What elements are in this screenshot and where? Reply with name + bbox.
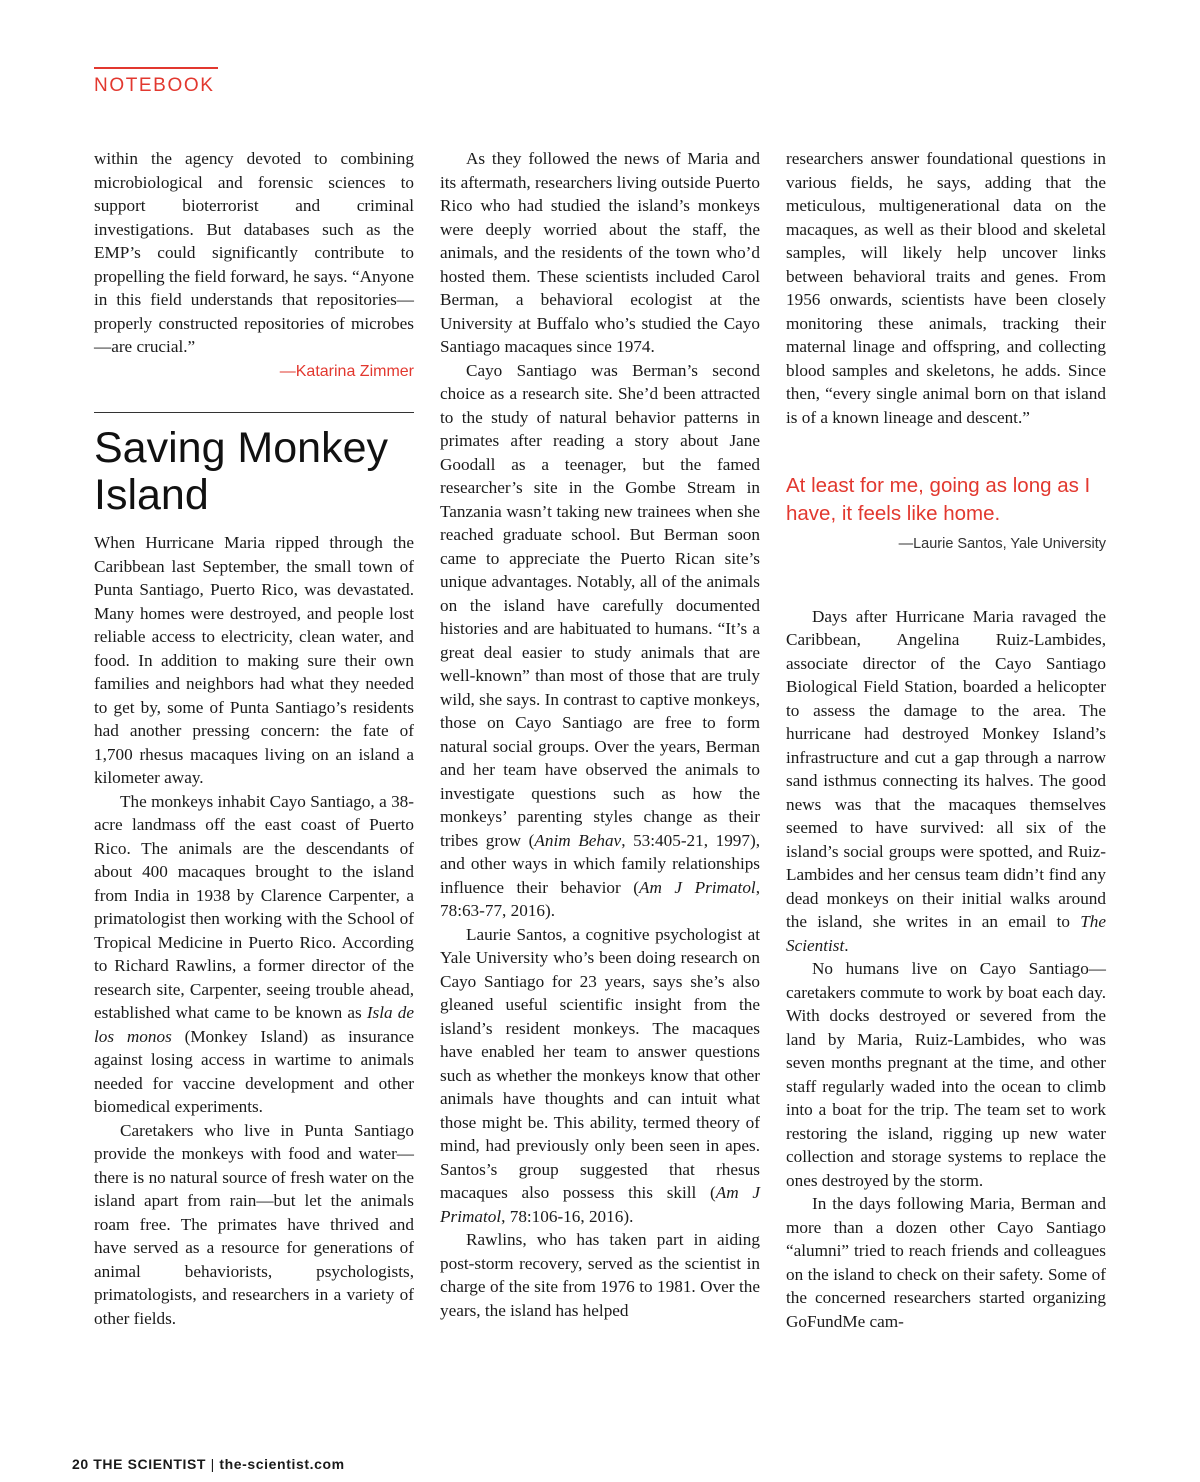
article-paragraph: Laurie Santos, a cognitive psychologist at Yale University who’s been doing research on Cayo Santiago for 23 years, says she’s also gleaned useful scientific insight from the island’s resident monkeys. The macaques have enabled her team to answer questions such as whether the monkeys know that other animals have thoughts and can intuit what those might be. This ability, termed theory of mind, had previously only been seen in apes. Santos’s group suggested that rhesus macaques also possess this skill (Am J Primatol, 78:106-16, 2016). [440, 924, 761, 1226]
journal-citation: Am J Primatol [440, 1183, 761, 1226]
journal-citation: Am J Primatol [638, 877, 756, 897]
article-paragraph: The monkeys inhabit Cayo Santiago, a 38-acre landmass off the east coast of Puerto Rico. The animals are the descendants of about 400 macaques brought to the island from India in 1938 by Clarence Carpenter, a primatologist then working with the School of Tropical Medicine in Puerto Rico. According to Richard Rawlins, a former director of the research site, Carpenter, seeing trouble ahead, established what came to be known as Isla de los monos (Monkey Island) as insurance against losing access in wartime to animals needed for vaccine development and other biomedical experiments. [94, 791, 414, 1116]
page-footer [72, 1456, 345, 1472]
italic-term: Isla de los monos [94, 1003, 414, 1046]
pull-quote: At least for me, going as long as I have, it feels like home. [786, 474, 1091, 525]
footer-separator: | [210, 1456, 215, 1472]
publication-url[interactable]: the-scientist.com [219, 1456, 345, 1472]
column-2 [440, 147, 760, 1322]
publication-name: THE SCIENTIST [93, 1456, 207, 1472]
page-number: 20 [72, 1456, 89, 1472]
article-paragraph: researchers answer foundational questions in various fields, he says, adding that the meticulous, multigenerational data on the macaques, as well as their blood and skeletal samples, will likely help uncover links between behavioral traits and genes. From 1956 onwards, scientists have been closely monitoring these animals, tracking their maternal linage and offspring, and collecting blood samples and skeletons, he adds. Since then, “every single animal born on that island is of a known lineage and descent.” [786, 149, 1106, 427]
journal-citation: Anim Behav [534, 830, 622, 850]
article-paragraph: Caretakers who live in Punta Santiago provide the monkeys with food and water—there is no natural source of fresh water on the island apart from rain—but let the animals roam free. The primates have thrived and have served as a resource for generations of animal behaviorists, psychologists, primatologists, and researchers in a variety of other fields. [94, 1120, 414, 1328]
article-paragraph: In the days following Maria, Berman and more than a dozen other Cayo Santiago “alumni” tried to reach friends and colleagues on the island to check on their safety. Some of the concerned researchers started organizing GoFundMe cam- [786, 1194, 1106, 1331]
column-1 [94, 147, 414, 1330]
article-divider [94, 412, 414, 413]
article-headline: Saving Monkey Island [94, 424, 388, 519]
prev-article-text: within the agency devoted to combining microbiological and forensic sciences to support bioterrorist and criminal investigations. But databases such as the EMP’s could significantly contribute to propelling the field forward, he says. “Anyone in this field understands that repositories—properly constructed repositories of microbes—are crucial.” [94, 149, 414, 356]
pull-quote-attribution: —Laurie Santos, Yale University [898, 536, 1106, 552]
article-paragraph: No humans live on Cayo Santiago—caretakers commute to work by boat each day. With docks destroyed or severed from the land by Maria, Ruiz-Lambides, who was seven months pregnant at the time, and other staff regularly waded into the ocean to climb into a boat for the trip. The team set to work restoring the island, rigging up new water collection and storage systems to replace the ones destroyed by the storm. [786, 959, 1106, 1190]
article-paragraph: When Hurricane Maria ripped through the Caribbean last September, the small town of Punta Santiago, Puerto Rico, was devastated. Many homes were destroyed, and people lost reliable access to electricity, clean water, and food. In addition to making sure their own families and neighbors had what they needed to get by, some of Punta Santiago’s residents had another pressing concern: the fate of 1,700 rhesus macaques living on an island a kilometer away. [94, 533, 414, 787]
article-paragraph: As they followed the news of Maria and its aftermath, researchers living outside Puerto Rico who had studied the island’s monkeys were deeply worried about the staff, the animals, and the residents of the town who’d hosted them. These scientists included Carol Berman, a behavioral ecologist at the University at Buffalo who’s studied the Cayo Santiago macaques since 1974. [440, 149, 760, 356]
section-label: NOTEBOOK [94, 75, 215, 96]
italic-term: The Scientist [786, 912, 1107, 955]
article-paragraph: Cayo Santiago was Berman’s second choice as a research site. She’d been attracted to the study of natural behavior patterns in primates after reading a story about Jane Goodall as a teenager, but the famed researcher’s site in the Gombe Stream in Tanzania wasn’t taking new trainees when she reached graduate school. But Berman soon came to appreciate the Puerto Rican site’s unique advantages. Notably, all of the animals on the island have carefully documented histories and are habituated to humans. “It’s a great deal easier to study animals that are well-known” than most of those that are truly wild, she says. In contrast to captive monkeys, those on Cayo Santiago are free to form natural social groups. Over the years, Berman and her team have observed the animals to investigate questions such as how the monkeys’ parenting styles change as their tribes grow (Anim Behav, 53:405-21, 1997), and other ways in which family relationships influence their behavior (Am J Primatol, 78:63-77, 2016). [440, 360, 761, 920]
column-3 [786, 147, 1106, 1333]
article-paragraph: Rawlins, who has taken part in aiding post-storm recovery, served as the scientist in charge of the site from 1976 to 1981. Over the years, the island has helped [440, 1230, 760, 1320]
article-paragraph: Days after Hurricane Maria ravaged the Caribbean, Angelina Ruiz-Lambides, associate director of the Cayo Santiago Biological Field Station, boarded a helicopter to assess the damage to the area. The hurricane had destroyed Monkey Island’s infrastructure and cut a gap through a narrow sand isthmus connecting its halves. The good news was that the macaques themselves seemed to have survived: all six of the island’s social groups were spotted, and Ruiz-Lambides and her census team didn’t find any dead monkeys on their initial walks around the island, she writes in an email to The Scientist. [786, 606, 1107, 955]
prev-article-byline: —Katarina Zimmer [279, 362, 414, 380]
section-rule [94, 67, 218, 69]
